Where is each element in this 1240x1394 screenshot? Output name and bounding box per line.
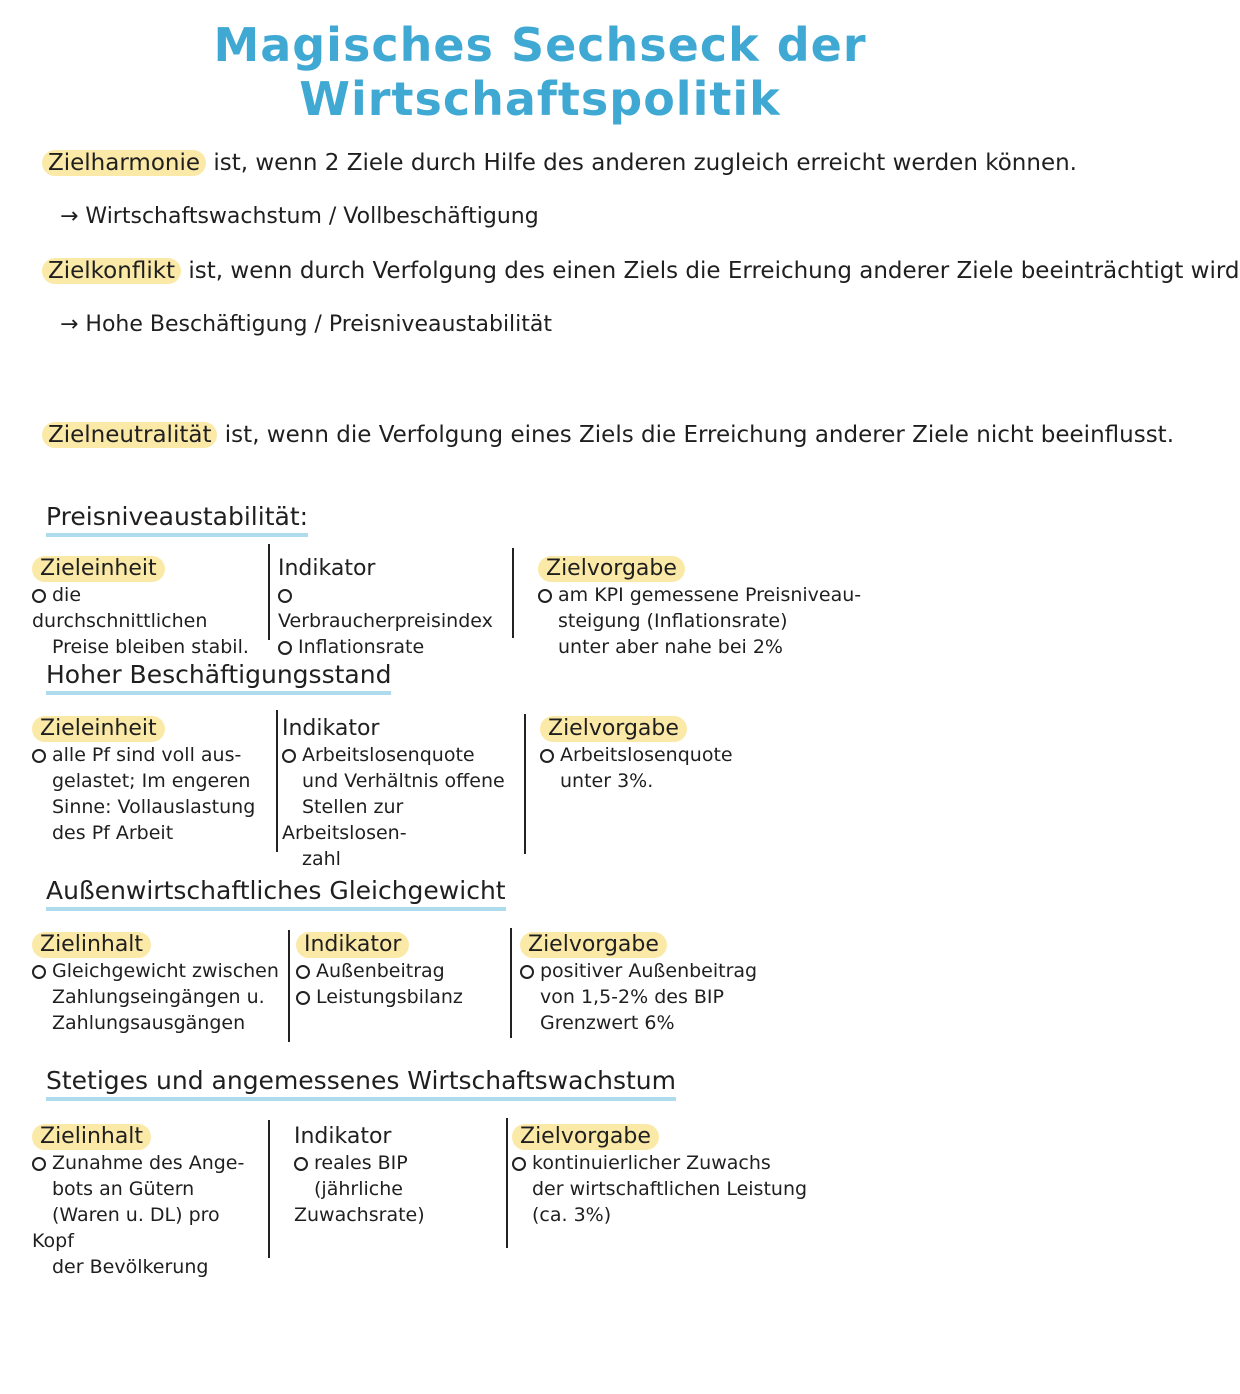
section-beschaeftigung-col1: Zieleinheit alle Pf sind voll aus- gelastet; Im engeren Sinne: Vollauslastung des Pf Arbeit [32,716,272,846]
col-head: Zielinhalt [32,1124,151,1150]
text-harmonie: ist, wenn 2 Ziele durch Hilfe des anderen zugleich erreicht werden können. [213,150,1077,176]
text-konflikt: ist, wenn durch Verfolgung des einen Ziels die Erreichung anderer Ziele beeinträchtigt wird [188,258,1240,284]
column-divider [506,1118,508,1248]
col-head: Indikator [296,932,409,958]
section-preisniveau-col2: Indikator Verbraucherpreisindex Inflationsrate [278,556,493,658]
bullet-icon [296,965,310,979]
bullet-icon [296,991,310,1005]
bullet-icon [32,589,46,603]
section-aussenwirtschaft-col3: Zielvorgabe positiver Außenbeitrag von 1,5-2% des BIP Grenzwert 6% [520,932,800,1036]
bullet-icon [540,749,554,763]
section-preisniveau-col3: Zielvorgabe am KPI gemessene Preisniveau- steigung (Inflationsrate) unter aber nahe bei 2% [538,556,868,660]
col-head: Zielvorgabe [538,556,685,582]
bullet-icon [282,749,296,763]
section-title-beschaeftigung: Hoher Beschäftigungsstand [46,660,391,695]
section-aussenwirtschaft-col2: Indikator Außenbeitrag Leistungsbilanz [296,932,496,1010]
section-beschaeftigung-col2: Indikator Arbeitslosenquote und Verhältnis offene Stellen zur Arbeitslosen- zahl [282,716,505,870]
section-beschaeftigung-col3: Zielvorgabe Arbeitslosenquote unter 3%. [540,716,800,794]
definition-konflikt [42,258,1240,284]
bullet-icon [32,965,46,979]
bullet-icon [278,641,292,655]
section-wachstum-col2: Indikator reales BIP (jährliche Zuwachsrate) [294,1124,425,1226]
col-head: Zielvorgabe [540,716,687,742]
column-divider [288,930,290,1042]
col-head: Zieleinheit [32,716,165,742]
term-neutral: Zielneutralität [42,422,217,448]
column-divider [512,548,514,638]
column-divider [276,710,278,852]
column-divider [510,928,512,1038]
column-divider [524,714,526,854]
bullet-icon [278,589,292,603]
text-neutral: ist, wenn die Verfolgung eines Ziels die Erreichung anderer Ziele nicht beeinflusst. [224,422,1175,448]
col-head: Zieleinheit [32,556,165,582]
definition-neutral [42,422,1174,448]
definition-harmonie [42,150,1077,176]
col-head: Indikator [282,716,380,741]
col-head: Indikator [294,1124,392,1149]
bullet-icon [538,589,552,603]
example-konflikt: → Hohe Beschäftigung / Preisniveaustabilität [60,312,553,337]
bullet-icon [294,1157,308,1171]
section-preisniveau-col1: Zieleinheit die durchschnittlichen Preise bleiben stabil. [32,556,249,658]
bullet-icon [520,965,534,979]
page-title: Magisches Sechseck der Wirtschaftspolitik [213,18,867,126]
col-head: Indikator [278,556,376,581]
bullet-icon [512,1157,526,1171]
bullet-icon [32,749,46,763]
section-title-preisniveau: Preisniveaustabilität: [46,502,308,537]
column-divider [268,544,270,640]
col-head: Zielvorgabe [512,1124,659,1150]
example-harmonie: → Wirtschaftswachstum / Vollbeschäftigung [60,204,539,229]
section-title-wachstum: Stetiges und angemessenes Wirtschaftswachstum [46,1066,676,1101]
section-aussenwirtschaft-col1: Zielinhalt Gleichgewicht zwischen Zahlungseingängen u. Zahlungsausgängen [32,932,282,1036]
term-harmonie: Zielharmonie [42,150,206,176]
section-wachstum-col1: Zielinhalt Zunahme des Ange- bots an Gütern (Waren u. DL) pro Kopf der Bevölkerung [32,1124,245,1278]
section-wachstum-col3: Zielvorgabe kontinuierlicher Zuwachs der wirtschaftlichen Leistung (ca. 3%) [512,1124,832,1228]
section-title-aussenwirtschaft: Außenwirtschaftliches Gleichgewicht [46,876,506,911]
col-head: Zielinhalt [32,932,151,958]
term-konflikt: Zielkonflikt [42,258,181,284]
bullet-icon [32,1157,46,1171]
column-divider [268,1120,270,1258]
col-head: Zielvorgabe [520,932,667,958]
